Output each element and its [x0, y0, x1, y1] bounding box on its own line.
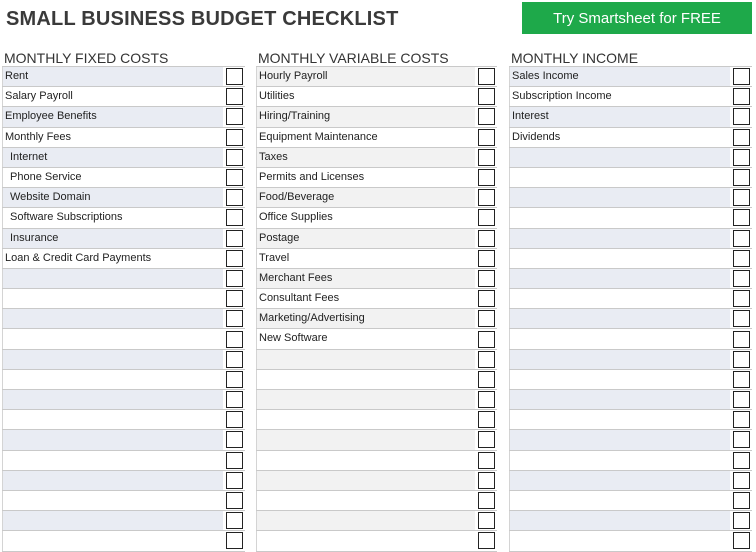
checklist-item-label: Employee Benefits — [2, 107, 223, 126]
checklist-row — [2, 188, 245, 208]
checkbox[interactable] — [226, 310, 243, 327]
checklist-row — [256, 188, 497, 208]
monthly-income-column — [509, 50, 752, 552]
checklist-item-label — [509, 430, 730, 449]
checkbox[interactable] — [478, 472, 495, 489]
checkbox[interactable] — [478, 290, 495, 307]
checklist-row — [256, 390, 497, 410]
checkbox[interactable] — [733, 290, 750, 307]
checkbox-cell — [223, 329, 245, 348]
checklist-row — [2, 128, 245, 148]
checkbox[interactable] — [226, 351, 243, 368]
checklist-row — [509, 107, 752, 127]
checkbox[interactable] — [478, 250, 495, 267]
checklist-row — [256, 430, 497, 450]
checklist-row — [2, 430, 245, 450]
checklist-row — [256, 208, 497, 228]
checklist-row — [256, 229, 497, 249]
checklist-item-label — [2, 531, 223, 550]
checkbox-cell — [475, 471, 497, 490]
monthly-fixed-costs-column — [2, 50, 245, 552]
checkbox[interactable] — [226, 532, 243, 549]
checklist-row — [509, 491, 752, 511]
checkbox-cell — [730, 451, 752, 470]
checkbox[interactable] — [478, 108, 495, 125]
checklist-row — [256, 289, 497, 309]
checkbox[interactable] — [733, 431, 750, 448]
checkbox-cell — [223, 148, 245, 167]
checkbox-cell — [223, 67, 245, 86]
checklist-row — [256, 168, 497, 188]
checklist-item-label — [256, 350, 475, 369]
checklist-item-label — [509, 188, 730, 207]
checklist-row — [2, 168, 245, 188]
checkbox[interactable] — [226, 411, 243, 428]
checklist-row — [2, 390, 245, 410]
checklist-item-label — [2, 289, 223, 308]
checkbox-cell — [475, 148, 497, 167]
checklist-row — [509, 87, 752, 107]
checklist-item-label: Software Subscriptions — [2, 208, 223, 227]
checklist-item-label — [2, 410, 223, 429]
checkbox-cell — [223, 249, 245, 268]
checkbox-cell — [730, 350, 752, 369]
checklist-item-label — [2, 511, 223, 530]
checklist-rows — [2, 66, 245, 552]
checkbox[interactable] — [733, 270, 750, 287]
checklist-item-label — [509, 350, 730, 369]
checkbox-cell — [223, 128, 245, 147]
checkbox[interactable] — [226, 108, 243, 125]
checklist-item-label — [256, 410, 475, 429]
checkbox[interactable] — [226, 129, 243, 146]
checkbox-cell — [223, 430, 245, 449]
checkbox-cell — [223, 269, 245, 288]
column-heading: MONTHLY INCOME — [511, 50, 639, 66]
checklist-row — [509, 168, 752, 188]
checkbox[interactable] — [226, 371, 243, 388]
checkbox-cell — [475, 208, 497, 227]
checklist-item-label: Consultant Fees — [256, 289, 475, 308]
checkbox[interactable] — [478, 230, 495, 247]
checklist-row — [509, 67, 752, 87]
checklist-row — [256, 309, 497, 329]
checkbox[interactable] — [478, 189, 495, 206]
checkbox[interactable] — [226, 169, 243, 186]
checklist-row — [509, 309, 752, 329]
checklist-item-label — [509, 491, 730, 510]
checkbox[interactable] — [733, 250, 750, 267]
checkbox-cell — [730, 390, 752, 409]
checklist-row — [509, 148, 752, 168]
checklist-item-label — [509, 370, 730, 389]
checklist-row — [2, 471, 245, 491]
checklist-item-label — [509, 229, 730, 248]
checkbox-cell — [223, 410, 245, 429]
checklist-item-label: Hiring/Training — [256, 107, 475, 126]
monthly-variable-costs-column — [256, 50, 497, 552]
checkbox-cell — [730, 229, 752, 248]
page-title: SMALL BUSINESS BUDGET CHECKLIST — [6, 8, 399, 30]
checklist-item-label — [256, 370, 475, 389]
checklist-row — [256, 128, 497, 148]
checkbox[interactable] — [226, 189, 243, 206]
checkbox-cell — [475, 451, 497, 470]
checkbox[interactable] — [478, 310, 495, 327]
checklist-item-label: Merchant Fees — [256, 269, 475, 288]
checklist-row — [256, 350, 497, 370]
checklist-row — [256, 531, 497, 551]
checkbox[interactable] — [478, 532, 495, 549]
checkbox-cell — [475, 269, 497, 288]
checkbox-cell — [730, 87, 752, 106]
checkbox[interactable] — [478, 391, 495, 408]
checklist-item-label — [509, 451, 730, 470]
checkbox[interactable] — [226, 431, 243, 448]
checkbox[interactable] — [733, 472, 750, 489]
checkbox-cell — [730, 370, 752, 389]
checklist-item-label: Phone Service — [2, 168, 223, 187]
checkbox[interactable] — [478, 129, 495, 146]
checkbox[interactable] — [733, 209, 750, 226]
try-smartsheet-button[interactable]: Try Smartsheet for FREE — [522, 2, 752, 34]
checkbox-cell — [475, 511, 497, 530]
checkbox[interactable] — [226, 290, 243, 307]
checkbox-cell — [223, 370, 245, 389]
checklist-row — [509, 269, 752, 289]
checklist-item-label — [2, 309, 223, 328]
checklist-item-label: Office Supplies — [256, 208, 475, 227]
checklist-row — [509, 451, 752, 471]
checklist-row — [2, 491, 245, 511]
checkbox[interactable] — [733, 532, 750, 549]
checkbox-cell — [223, 229, 245, 248]
checkbox-cell — [475, 531, 497, 550]
checklist-row — [256, 491, 497, 511]
checklist-item-label — [2, 269, 223, 288]
checkbox[interactable] — [733, 512, 750, 529]
checklist-row — [256, 471, 497, 491]
checklist-item-label — [256, 471, 475, 490]
checkbox-cell — [475, 168, 497, 187]
checkbox-cell — [730, 168, 752, 187]
checkbox-cell — [223, 390, 245, 409]
checkbox-cell — [730, 511, 752, 530]
checkbox-cell — [730, 148, 752, 167]
column-heading: MONTHLY VARIABLE COSTS — [258, 50, 449, 66]
checkbox-cell — [730, 128, 752, 147]
checkbox-cell — [730, 531, 752, 550]
checkbox-cell — [730, 249, 752, 268]
checklist-row — [256, 87, 497, 107]
checkbox-cell — [730, 289, 752, 308]
checkbox[interactable] — [226, 472, 243, 489]
checklist-row — [2, 148, 245, 168]
checklist-row — [256, 451, 497, 471]
checkbox[interactable] — [733, 169, 750, 186]
checklist-row — [2, 87, 245, 107]
checkbox[interactable] — [226, 512, 243, 529]
checklist-item-label — [509, 208, 730, 227]
checklist-item-label — [509, 269, 730, 288]
checkbox[interactable] — [733, 411, 750, 428]
checklist-item-label: Dividends — [509, 128, 730, 147]
checklist-row — [256, 269, 497, 289]
checklist-row — [2, 289, 245, 309]
checkbox[interactable] — [226, 88, 243, 105]
checklist-item-label — [509, 289, 730, 308]
checkbox[interactable] — [226, 230, 243, 247]
checklist-item-label — [509, 471, 730, 490]
checklist-row — [2, 208, 245, 228]
checklist-row — [2, 531, 245, 551]
checklist-item-label — [256, 390, 475, 409]
checklist-row — [509, 329, 752, 349]
checklist-item-label: Internet — [2, 148, 223, 167]
checklist-item-label — [2, 329, 223, 348]
checkbox[interactable] — [478, 452, 495, 469]
checkbox[interactable] — [478, 431, 495, 448]
checkbox-cell — [223, 87, 245, 106]
checkbox[interactable] — [733, 492, 750, 509]
checklist-row — [256, 410, 497, 430]
checklist-item-label: Permits and Licenses — [256, 168, 475, 187]
checklist-row — [509, 430, 752, 450]
checklist-item-label: Monthly Fees — [2, 128, 223, 147]
checkbox-cell — [475, 188, 497, 207]
checkbox-cell — [223, 168, 245, 187]
checkbox[interactable] — [478, 209, 495, 226]
checkbox[interactable] — [733, 310, 750, 327]
checkbox-cell — [223, 491, 245, 510]
checklist-row — [256, 67, 497, 87]
checklist-item-label: Travel — [256, 249, 475, 268]
checkbox-cell — [223, 107, 245, 126]
checkbox-cell — [730, 269, 752, 288]
checklist-item-label — [256, 451, 475, 470]
checklist-item-label: Sales Income — [509, 67, 730, 86]
checklist-row — [509, 229, 752, 249]
checkbox-cell — [475, 370, 497, 389]
checkbox-cell — [475, 410, 497, 429]
checkbox-cell — [730, 471, 752, 490]
checklist-item-label: Website Domain — [2, 188, 223, 207]
checkbox[interactable] — [733, 452, 750, 469]
checkbox-cell — [475, 491, 497, 510]
checkbox[interactable] — [478, 149, 495, 166]
checkbox-cell — [223, 531, 245, 550]
checkbox[interactable] — [733, 88, 750, 105]
checklist-item-label — [509, 410, 730, 429]
checklist-row — [509, 289, 752, 309]
checklist-row — [2, 511, 245, 531]
checklist-item-label: Postage — [256, 229, 475, 248]
checkbox[interactable] — [733, 108, 750, 125]
checkbox[interactable] — [733, 189, 750, 206]
checklist-item-label — [2, 390, 223, 409]
checklist-item-label — [2, 430, 223, 449]
checklist-item-label — [256, 531, 475, 550]
checklist-item-label — [2, 370, 223, 389]
checkbox-cell — [730, 430, 752, 449]
checkbox[interactable] — [733, 230, 750, 247]
checklist-row — [2, 229, 245, 249]
checklist-item-label — [509, 249, 730, 268]
checkbox[interactable] — [226, 391, 243, 408]
checkbox-cell — [730, 410, 752, 429]
checklist-item-label — [256, 511, 475, 530]
checklist-row — [509, 390, 752, 410]
checkbox-cell — [475, 350, 497, 369]
checklist-item-label — [2, 471, 223, 490]
checkbox-cell — [475, 107, 497, 126]
checkbox[interactable] — [226, 331, 243, 348]
checklist-row — [509, 471, 752, 491]
checklist-item-label — [509, 168, 730, 187]
checkbox-cell — [730, 67, 752, 86]
checkbox[interactable] — [478, 270, 495, 287]
checkbox-cell — [475, 87, 497, 106]
checklist-row — [256, 107, 497, 127]
checkbox[interactable] — [226, 149, 243, 166]
checklist-item-label: Loan & Credit Card Payments — [2, 249, 223, 268]
checklist-item-label — [2, 451, 223, 470]
checkbox-cell — [223, 188, 245, 207]
checklist-row — [2, 370, 245, 390]
checkbox-cell — [223, 471, 245, 490]
checklist-row — [2, 269, 245, 289]
checklist-item-label: Marketing/Advertising — [256, 309, 475, 328]
checkbox-cell — [730, 491, 752, 510]
checkbox-cell — [223, 289, 245, 308]
checklist-row — [2, 329, 245, 349]
checkbox-cell — [475, 128, 497, 147]
checklist-item-label — [2, 350, 223, 369]
checkbox[interactable] — [733, 391, 750, 408]
checkbox-cell — [223, 511, 245, 530]
checkbox[interactable] — [226, 209, 243, 226]
checklist-row — [256, 370, 497, 390]
checkbox-cell — [475, 229, 497, 248]
column-heading: MONTHLY FIXED COSTS — [4, 50, 169, 66]
checkbox-cell — [475, 67, 497, 86]
checklist-row — [509, 128, 752, 148]
checklist-item-label — [509, 148, 730, 167]
checkbox[interactable] — [478, 88, 495, 105]
checkbox-cell — [475, 430, 497, 449]
checkbox[interactable] — [478, 411, 495, 428]
checklist-row — [256, 329, 497, 349]
checkbox-cell — [475, 390, 497, 409]
checklist-rows — [256, 66, 497, 552]
checkbox[interactable] — [733, 129, 750, 146]
checkbox-cell — [730, 107, 752, 126]
checklist-row — [2, 451, 245, 471]
checklist-row — [256, 511, 497, 531]
checklist-item-label: Interest — [509, 107, 730, 126]
checkbox-cell — [730, 208, 752, 227]
checklist-row — [509, 370, 752, 390]
checkbox[interactable] — [478, 512, 495, 529]
checklist-item-label: Food/Beverage — [256, 188, 475, 207]
checklist-item-label — [256, 491, 475, 510]
checkbox-cell — [475, 329, 497, 348]
checklist-item-label: Salary Payroll — [2, 87, 223, 106]
checkbox-cell — [475, 289, 497, 308]
checkbox[interactable] — [733, 149, 750, 166]
checkbox-cell — [475, 249, 497, 268]
checkbox[interactable] — [478, 169, 495, 186]
checklist-row — [2, 107, 245, 127]
checklist-row — [509, 350, 752, 370]
checkbox-cell — [223, 451, 245, 470]
checklist-item-label: Taxes — [256, 148, 475, 167]
checklist-item-label: Equipment Maintenance — [256, 128, 475, 147]
checkbox[interactable] — [733, 68, 750, 85]
checkbox[interactable] — [478, 351, 495, 368]
checklist-rows — [509, 66, 752, 552]
checklist-row — [256, 249, 497, 269]
checkbox[interactable] — [478, 492, 495, 509]
checklist-item-label — [509, 329, 730, 348]
checkbox[interactable] — [226, 68, 243, 85]
checklist-item-label — [509, 511, 730, 530]
checklist-row — [2, 67, 245, 87]
checkbox-cell — [475, 309, 497, 328]
checklist-item-label: Utilities — [256, 87, 475, 106]
checkbox[interactable] — [226, 452, 243, 469]
checklist-row — [509, 208, 752, 228]
checkbox-cell — [730, 329, 752, 348]
checkbox[interactable] — [478, 371, 495, 388]
checklist-item-label — [256, 430, 475, 449]
checklist-row — [509, 511, 752, 531]
checkbox-cell — [223, 309, 245, 328]
checklist-item-label: Rent — [2, 67, 223, 86]
checkbox-cell — [730, 188, 752, 207]
checklist-row — [509, 249, 752, 269]
checklist-row — [2, 350, 245, 370]
checkbox-cell — [223, 350, 245, 369]
checklist-item-label — [509, 390, 730, 409]
checklist-row — [2, 309, 245, 329]
checklist-row — [509, 188, 752, 208]
checkbox[interactable] — [478, 68, 495, 85]
checkbox-cell — [223, 208, 245, 227]
checkbox[interactable] — [226, 492, 243, 509]
checklist-item-label — [509, 309, 730, 328]
checklist-item-label: Insurance — [2, 229, 223, 248]
checklist-item-label: Subscription Income — [509, 87, 730, 106]
checkbox[interactable] — [733, 331, 750, 348]
checklist-row — [2, 249, 245, 269]
checkbox[interactable] — [226, 250, 243, 267]
checkbox[interactable] — [733, 371, 750, 388]
checkbox-cell — [730, 309, 752, 328]
checklist-item-label — [2, 491, 223, 510]
checkbox[interactable] — [478, 331, 495, 348]
checkbox[interactable] — [733, 351, 750, 368]
checklist-row — [256, 148, 497, 168]
checklist-item-label — [509, 531, 730, 550]
checklist-item-label: New Software — [256, 329, 475, 348]
checklist-row — [509, 410, 752, 430]
checklist-row — [509, 531, 752, 551]
checklist-item-label: Hourly Payroll — [256, 67, 475, 86]
checklist-row — [2, 410, 245, 430]
checkbox[interactable] — [226, 270, 243, 287]
